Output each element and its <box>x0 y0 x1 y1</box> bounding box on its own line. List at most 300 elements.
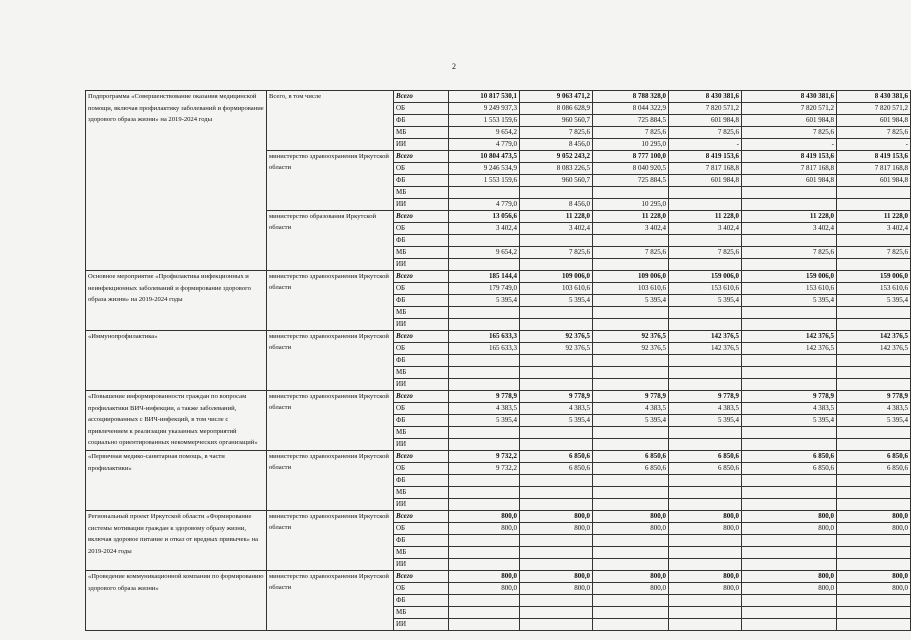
section-title: Региональный проект Иркутской области «Формирование системы мотивации граждан к здоровому образу жизни, включая здоровое питание и отказ от вредных привычек» на 2019-2024 годы <box>86 511 267 571</box>
amount-cell <box>669 355 742 367</box>
amount-cell <box>669 607 742 619</box>
table-row <box>86 511 911 523</box>
amount-cell <box>593 559 669 571</box>
amount-cell <box>520 187 593 199</box>
amount-cell: 92 376,5 <box>520 331 593 343</box>
amount-cell <box>449 307 520 319</box>
funding-source: ИИ <box>394 559 449 571</box>
funding-source: МБ <box>394 367 449 379</box>
amount-cell <box>837 379 911 391</box>
amount-cell: 8 456,0 <box>520 139 593 151</box>
amount-cell: 109 006,0 <box>593 271 669 283</box>
amount-cell: 8 430 381,6 <box>837 91 911 103</box>
amount-cell <box>742 475 837 487</box>
amount-cell <box>669 319 742 331</box>
amount-cell: 601 984,8 <box>837 115 911 127</box>
amount-cell <box>593 535 669 547</box>
amount-cell: 8 456,0 <box>520 199 593 211</box>
amount-cell: 6 850,6 <box>520 463 593 475</box>
amount-cell: 5 395,4 <box>669 295 742 307</box>
amount-cell <box>742 199 837 211</box>
amount-cell: 142 376,5 <box>742 343 837 355</box>
funding-source: ИИ <box>394 139 449 151</box>
amount-cell <box>742 235 837 247</box>
amount-cell: 103 610,6 <box>520 283 593 295</box>
funding-source: МБ <box>394 307 449 319</box>
amount-cell <box>449 355 520 367</box>
funding-source: МБ <box>394 247 449 259</box>
amount-cell: 6 850,6 <box>837 463 911 475</box>
funding-source: Всего <box>394 91 449 103</box>
amount-cell: 4 383,5 <box>449 403 520 415</box>
amount-cell <box>837 607 911 619</box>
amount-cell <box>742 619 837 631</box>
amount-cell: 800,0 <box>520 511 593 523</box>
amount-cell <box>742 307 837 319</box>
amount-cell: 7 825,6 <box>593 127 669 139</box>
amount-cell: 7 817 168,8 <box>742 163 837 175</box>
amount-cell <box>837 559 911 571</box>
amount-cell <box>449 427 520 439</box>
amount-cell <box>837 427 911 439</box>
funding-source: МБ <box>394 487 449 499</box>
amount-cell <box>449 535 520 547</box>
amount-cell <box>593 367 669 379</box>
amount-cell: 9 654,2 <box>449 127 520 139</box>
amount-cell: 11 228,0 <box>520 211 593 223</box>
amount-cell: 11 228,0 <box>837 211 911 223</box>
amount-cell <box>742 439 837 451</box>
amount-cell: 159 006,0 <box>742 271 837 283</box>
amount-cell: 800,0 <box>520 583 593 595</box>
funding-source: ОБ <box>394 523 449 535</box>
amount-cell <box>449 487 520 499</box>
amount-cell: - <box>742 139 837 151</box>
amount-cell: 142 376,5 <box>742 331 837 343</box>
amount-cell: 7 825,6 <box>742 127 837 139</box>
amount-cell <box>837 499 911 511</box>
amount-cell <box>449 607 520 619</box>
amount-cell: 159 006,0 <box>669 271 742 283</box>
amount-cell: 7 820 571,2 <box>669 103 742 115</box>
amount-cell: 7 817 168,8 <box>837 163 911 175</box>
amount-cell <box>669 187 742 199</box>
amount-cell: 7 825,6 <box>593 247 669 259</box>
amount-cell: 4 383,5 <box>837 403 911 415</box>
amount-cell <box>449 187 520 199</box>
responsible-executor: министерство здравоохранения Иркутской области <box>267 151 394 211</box>
amount-cell <box>669 307 742 319</box>
amount-cell: 800,0 <box>669 571 742 583</box>
amount-cell: 9 778,9 <box>520 391 593 403</box>
amount-cell: 7 825,6 <box>742 247 837 259</box>
amount-cell: 960 560,7 <box>520 115 593 127</box>
amount-cell <box>742 427 837 439</box>
amount-cell: 179 749,0 <box>449 283 520 295</box>
amount-cell <box>449 619 520 631</box>
amount-cell: 7 825,6 <box>837 127 911 139</box>
funding-source: ОБ <box>394 583 449 595</box>
section-title: «Иммунопрофилактика» <box>86 331 267 391</box>
amount-cell: 4 383,5 <box>520 403 593 415</box>
amount-cell <box>593 439 669 451</box>
budget-table <box>85 90 911 631</box>
amount-cell <box>593 547 669 559</box>
amount-cell: 800,0 <box>593 571 669 583</box>
amount-cell: 6 850,6 <box>593 463 669 475</box>
amount-cell <box>669 367 742 379</box>
amount-cell <box>593 475 669 487</box>
funding-source: ИИ <box>394 379 449 391</box>
amount-cell: 800,0 <box>837 523 911 535</box>
amount-cell <box>742 547 837 559</box>
amount-cell: 8 430 381,6 <box>742 91 837 103</box>
section-title: «Первичная медико-санитарная помощь, в части профилактики» <box>86 451 267 511</box>
amount-cell: 725 884,5 <box>593 175 669 187</box>
amount-cell <box>837 487 911 499</box>
amount-cell <box>449 475 520 487</box>
funding-source: МБ <box>394 547 449 559</box>
amount-cell: 9 778,9 <box>449 391 520 403</box>
amount-cell: 800,0 <box>593 511 669 523</box>
amount-cell: 601 984,8 <box>669 115 742 127</box>
amount-cell: 9 246 534,9 <box>449 163 520 175</box>
amount-cell: 7 817 168,8 <box>669 163 742 175</box>
amount-cell <box>593 259 669 271</box>
amount-cell: 8 419 153,6 <box>742 151 837 163</box>
table-row <box>86 391 911 403</box>
funding-source: Всего <box>394 511 449 523</box>
amount-cell: 6 850,6 <box>742 463 837 475</box>
amount-cell: 800,0 <box>837 511 911 523</box>
table-row <box>86 271 911 283</box>
amount-cell: 800,0 <box>837 571 911 583</box>
amount-cell <box>837 595 911 607</box>
amount-cell: 8 419 153,6 <box>837 151 911 163</box>
table-body <box>86 91 911 631</box>
funding-source: ИИ <box>394 619 449 631</box>
amount-cell: 7 820 571,2 <box>837 103 911 115</box>
amount-cell: 153 610,6 <box>742 283 837 295</box>
amount-cell <box>669 535 742 547</box>
amount-cell: 6 850,6 <box>669 451 742 463</box>
amount-cell: 601 984,8 <box>669 175 742 187</box>
funding-source: ФБ <box>394 535 449 547</box>
amount-cell: 8 040 920,5 <box>593 163 669 175</box>
funding-source: Всего <box>394 331 449 343</box>
amount-cell <box>669 427 742 439</box>
section-title: Основное мероприятие «Профилактика инфекционных и неинфекционных заболеваний и формирование здорового образа жизни» на 2019-2024 годы <box>86 271 267 331</box>
funding-source: МБ <box>394 607 449 619</box>
amount-cell <box>520 487 593 499</box>
amount-cell: 5 395,4 <box>669 415 742 427</box>
amount-cell: 800,0 <box>669 523 742 535</box>
amount-cell: 4 779,0 <box>449 139 520 151</box>
amount-cell <box>449 595 520 607</box>
amount-cell <box>593 307 669 319</box>
amount-cell <box>520 379 593 391</box>
amount-cell: 9 732,2 <box>449 451 520 463</box>
amount-cell <box>837 319 911 331</box>
amount-cell: 9 063 471,2 <box>520 91 593 103</box>
amount-cell: 159 006,0 <box>837 271 911 283</box>
amount-cell: 92 376,5 <box>593 331 669 343</box>
amount-cell: 10 804 473,5 <box>449 151 520 163</box>
amount-cell <box>837 235 911 247</box>
amount-cell: 5 395,4 <box>837 295 911 307</box>
amount-cell: 3 402,4 <box>669 223 742 235</box>
amount-cell: 10 817 530,1 <box>449 91 520 103</box>
amount-cell: 5 395,4 <box>742 295 837 307</box>
funding-source: ОБ <box>394 163 449 175</box>
amount-cell <box>593 187 669 199</box>
amount-cell <box>669 475 742 487</box>
responsible-executor: министерство здравоохранения Иркутской области <box>267 451 394 511</box>
amount-cell: 109 006,0 <box>520 271 593 283</box>
amount-cell <box>593 607 669 619</box>
funding-source: Всего <box>394 211 449 223</box>
funding-source: ИИ <box>394 499 449 511</box>
amount-cell <box>837 307 911 319</box>
amount-cell <box>837 439 911 451</box>
amount-cell <box>669 439 742 451</box>
responsible-executor: министерство здравоохранения Иркутской области <box>267 331 394 391</box>
amount-cell: 5 395,4 <box>593 295 669 307</box>
amount-cell: 4 779,0 <box>449 199 520 211</box>
amount-cell <box>742 379 837 391</box>
funding-source: МБ <box>394 187 449 199</box>
amount-cell <box>593 487 669 499</box>
funding-source: ФБ <box>394 295 449 307</box>
amount-cell <box>742 355 837 367</box>
amount-cell: 800,0 <box>449 571 520 583</box>
amount-cell <box>837 187 911 199</box>
amount-cell: 601 984,8 <box>742 115 837 127</box>
amount-cell: 7 825,6 <box>669 247 742 259</box>
responsible-executor: министерство здравоохранения Иркутской области <box>267 271 394 331</box>
amount-cell <box>520 427 593 439</box>
amount-cell: 185 144,4 <box>449 271 520 283</box>
amount-cell: 165 633,3 <box>449 331 520 343</box>
amount-cell: 5 395,4 <box>593 415 669 427</box>
amount-cell: 6 850,6 <box>593 451 669 463</box>
section-title: «Повышение информированности граждан по вопросам профилактики ВИЧ-инфекции, а также заболеваний, ассоциированных с ВИЧ-инфекций, в том числе с привлечением к реализации указанных мероприятий социально ориентированных некоммерческих организаций» <box>86 391 267 451</box>
amount-cell <box>593 319 669 331</box>
responsible-executor: министерство здравоохранения Иркутской области <box>267 511 394 571</box>
amount-cell <box>593 355 669 367</box>
amount-cell <box>837 547 911 559</box>
amount-cell <box>520 595 593 607</box>
amount-cell <box>837 199 911 211</box>
amount-cell: 8 044 322,9 <box>593 103 669 115</box>
amount-cell <box>520 475 593 487</box>
section-title: Подпрограмма «Совершенствование оказания медицинской помощи, включая профилактику заболеваний и формирование здорового образа жизни» на 2019-2024 годы <box>86 91 267 271</box>
amount-cell: 800,0 <box>593 523 669 535</box>
amount-cell: 92 376,5 <box>593 343 669 355</box>
amount-cell: 142 376,5 <box>837 331 911 343</box>
amount-cell: 3 402,4 <box>593 223 669 235</box>
amount-cell <box>837 367 911 379</box>
funding-source: Всего <box>394 391 449 403</box>
responsible-executor: министерство здравоохранения Иркутской области <box>267 571 394 631</box>
amount-cell: 800,0 <box>449 583 520 595</box>
amount-cell: 103 610,6 <box>593 283 669 295</box>
amount-cell: 142 376,5 <box>837 343 911 355</box>
amount-cell: 725 884,5 <box>593 115 669 127</box>
amount-cell <box>520 535 593 547</box>
amount-cell: 10 295,0 <box>593 139 669 151</box>
amount-cell <box>669 235 742 247</box>
amount-cell <box>669 619 742 631</box>
amount-cell: 6 850,6 <box>520 451 593 463</box>
amount-cell <box>520 235 593 247</box>
amount-cell <box>669 595 742 607</box>
amount-cell: 601 984,8 <box>837 175 911 187</box>
funding-source: Всего <box>394 451 449 463</box>
amount-cell: 1 553 159,6 <box>449 115 520 127</box>
amount-cell: 7 825,6 <box>837 247 911 259</box>
funding-source: ФБ <box>394 115 449 127</box>
amount-cell: 800,0 <box>520 571 593 583</box>
funding-source: Всего <box>394 151 449 163</box>
amount-cell: 153 610,6 <box>837 283 911 295</box>
amount-cell <box>520 499 593 511</box>
table-row <box>86 91 911 103</box>
amount-cell: 800,0 <box>837 583 911 595</box>
amount-cell: 9 249 937,3 <box>449 103 520 115</box>
amount-cell: 4 383,5 <box>669 403 742 415</box>
amount-cell: 92 376,5 <box>520 343 593 355</box>
amount-cell: 6 850,6 <box>742 451 837 463</box>
amount-cell: 4 383,5 <box>593 403 669 415</box>
amount-cell: 10 295,0 <box>593 199 669 211</box>
funding-source: ФБ <box>394 235 449 247</box>
amount-cell <box>742 559 837 571</box>
funding-source: ИИ <box>394 319 449 331</box>
amount-cell <box>449 319 520 331</box>
amount-cell: - <box>837 139 911 151</box>
funding-source: Всего <box>394 571 449 583</box>
amount-cell: 5 395,4 <box>520 415 593 427</box>
funding-source: ОБ <box>394 223 449 235</box>
amount-cell <box>742 367 837 379</box>
amount-cell <box>593 235 669 247</box>
amount-cell: 5 395,4 <box>520 295 593 307</box>
responsible-executor: министерство здравоохранения Иркутской области <box>267 391 394 451</box>
amount-cell: 153 610,6 <box>669 283 742 295</box>
amount-cell <box>593 499 669 511</box>
funding-source: ОБ <box>394 103 449 115</box>
amount-cell <box>520 307 593 319</box>
amount-cell: 800,0 <box>449 523 520 535</box>
amount-cell <box>742 319 837 331</box>
amount-cell <box>520 619 593 631</box>
amount-cell: 7 825,6 <box>669 127 742 139</box>
funding-source: МБ <box>394 427 449 439</box>
amount-cell <box>449 499 520 511</box>
table-row <box>86 451 911 463</box>
amount-cell: 800,0 <box>742 523 837 535</box>
amount-cell: 601 984,8 <box>742 175 837 187</box>
amount-cell: 9 778,9 <box>742 391 837 403</box>
amount-cell: 3 402,4 <box>520 223 593 235</box>
amount-cell: 11 228,0 <box>742 211 837 223</box>
amount-cell <box>669 379 742 391</box>
amount-cell <box>449 439 520 451</box>
amount-cell <box>449 379 520 391</box>
amount-cell <box>742 499 837 511</box>
amount-cell <box>449 559 520 571</box>
funding-source: ОБ <box>394 343 449 355</box>
amount-cell: 1 553 159,6 <box>449 175 520 187</box>
amount-cell <box>669 199 742 211</box>
amount-cell: 800,0 <box>593 583 669 595</box>
amount-cell <box>593 379 669 391</box>
amount-cell <box>520 547 593 559</box>
amount-cell <box>449 259 520 271</box>
amount-cell: 3 402,4 <box>742 223 837 235</box>
amount-cell: 142 376,5 <box>669 343 742 355</box>
amount-cell: 8 788 328,0 <box>593 91 669 103</box>
amount-cell <box>669 547 742 559</box>
amount-cell: 800,0 <box>742 571 837 583</box>
amount-cell: 3 402,4 <box>449 223 520 235</box>
amount-cell <box>520 259 593 271</box>
amount-cell: 9 778,9 <box>837 391 911 403</box>
amount-cell <box>742 607 837 619</box>
amount-cell: 800,0 <box>742 583 837 595</box>
amount-cell: 9 052 243,2 <box>520 151 593 163</box>
amount-cell: 960 560,7 <box>520 175 593 187</box>
funding-source: Всего <box>394 271 449 283</box>
amount-cell <box>837 619 911 631</box>
funding-source: ОБ <box>394 403 449 415</box>
amount-cell: 4 383,5 <box>742 403 837 415</box>
amount-cell <box>449 547 520 559</box>
funding-source: ИИ <box>394 199 449 211</box>
amount-cell: 800,0 <box>449 511 520 523</box>
table-row <box>86 571 911 583</box>
amount-cell: 5 395,4 <box>449 295 520 307</box>
amount-cell <box>449 367 520 379</box>
amount-cell: 8 083 226,5 <box>520 163 593 175</box>
amount-cell <box>593 427 669 439</box>
amount-cell: 165 633,3 <box>449 343 520 355</box>
amount-cell: 800,0 <box>520 523 593 535</box>
amount-cell: 800,0 <box>669 511 742 523</box>
amount-cell <box>742 259 837 271</box>
amount-cell: 5 395,4 <box>742 415 837 427</box>
funding-source: ОБ <box>394 283 449 295</box>
amount-cell: 9 778,9 <box>593 391 669 403</box>
responsible-executor: Всего, в том числе <box>267 91 394 151</box>
funding-source: ФБ <box>394 175 449 187</box>
amount-cell <box>669 487 742 499</box>
amount-cell <box>669 559 742 571</box>
funding-source: МБ <box>394 127 449 139</box>
amount-cell <box>837 259 911 271</box>
amount-cell: 6 850,6 <box>669 463 742 475</box>
amount-cell: 8 430 381,6 <box>669 91 742 103</box>
funding-source: ФБ <box>394 475 449 487</box>
table-row <box>86 331 911 343</box>
amount-cell <box>837 355 911 367</box>
amount-cell: 8 419 153,6 <box>669 151 742 163</box>
amount-cell <box>837 475 911 487</box>
funding-source: ИИ <box>394 439 449 451</box>
funding-source: ФБ <box>394 595 449 607</box>
amount-cell: 8 086 628,9 <box>520 103 593 115</box>
